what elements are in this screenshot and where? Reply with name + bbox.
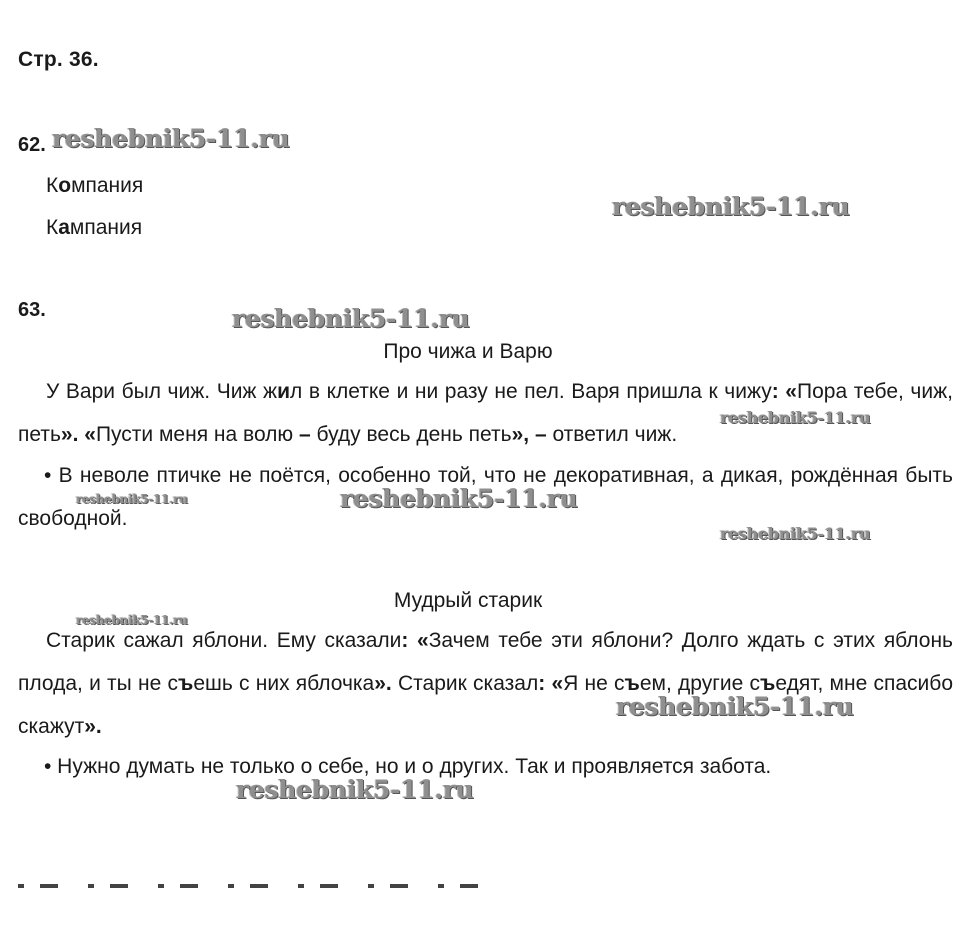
task-62-word-1: Компания xyxy=(46,174,144,197)
page-label: Стр. 36. xyxy=(18,48,99,71)
task-62-number: 62. xyxy=(18,134,46,156)
story-2-moral: • Нужно думать не только о себе, но и о других. Так и проявляется забота. xyxy=(44,755,772,778)
task-62-word-2: Кампания xyxy=(46,216,143,239)
watermark: reshebnik5-11.ru xyxy=(52,124,290,153)
story-2-text: Старик сажал яблони. Ему сказали: «Зачем тебе эти яблони? Долго ждать с этих яблонь плода, и ты не съешь с них яблочка». Старик сказал: «Я не съем, другие съедят, мне спасибо скажут». xyxy=(18,629,953,738)
story-1-moral: • В неволе птичке не поётся, особенно той, что не декоративная, а дикая, рождённая быть свободной. xyxy=(18,464,953,530)
watermark: reshebnik5-11.ru xyxy=(612,192,850,221)
watermark: reshebnik5-11.ru xyxy=(340,484,578,513)
watermark: reshebnik5-11.ru xyxy=(76,492,188,506)
watermark: reshebnik5-11.ru xyxy=(76,613,188,627)
cropped-text-line xyxy=(18,884,478,888)
task-63-number: 63. xyxy=(18,299,46,321)
story-1-title: Про чижа и Варю xyxy=(383,340,553,363)
watermark: reshebnik5-11.ru xyxy=(720,408,871,427)
watermark: reshebnik5-11.ru xyxy=(236,775,474,804)
story-1-text: У Вари был чиж. Чиж жил в клетке и ни разу не пел. Варя пришла к чижу: «Пора тебе, чиж, петь». «Пусти меня на волю – буду весь день петь», – ответил чиж. xyxy=(18,380,953,446)
watermark: reshebnik5-11.ru xyxy=(232,304,470,333)
story-2-title: Мудрый старик xyxy=(393,589,543,612)
watermark: reshebnik5-11.ru xyxy=(616,692,854,721)
watermark: reshebnik5-11.ru xyxy=(720,524,871,543)
